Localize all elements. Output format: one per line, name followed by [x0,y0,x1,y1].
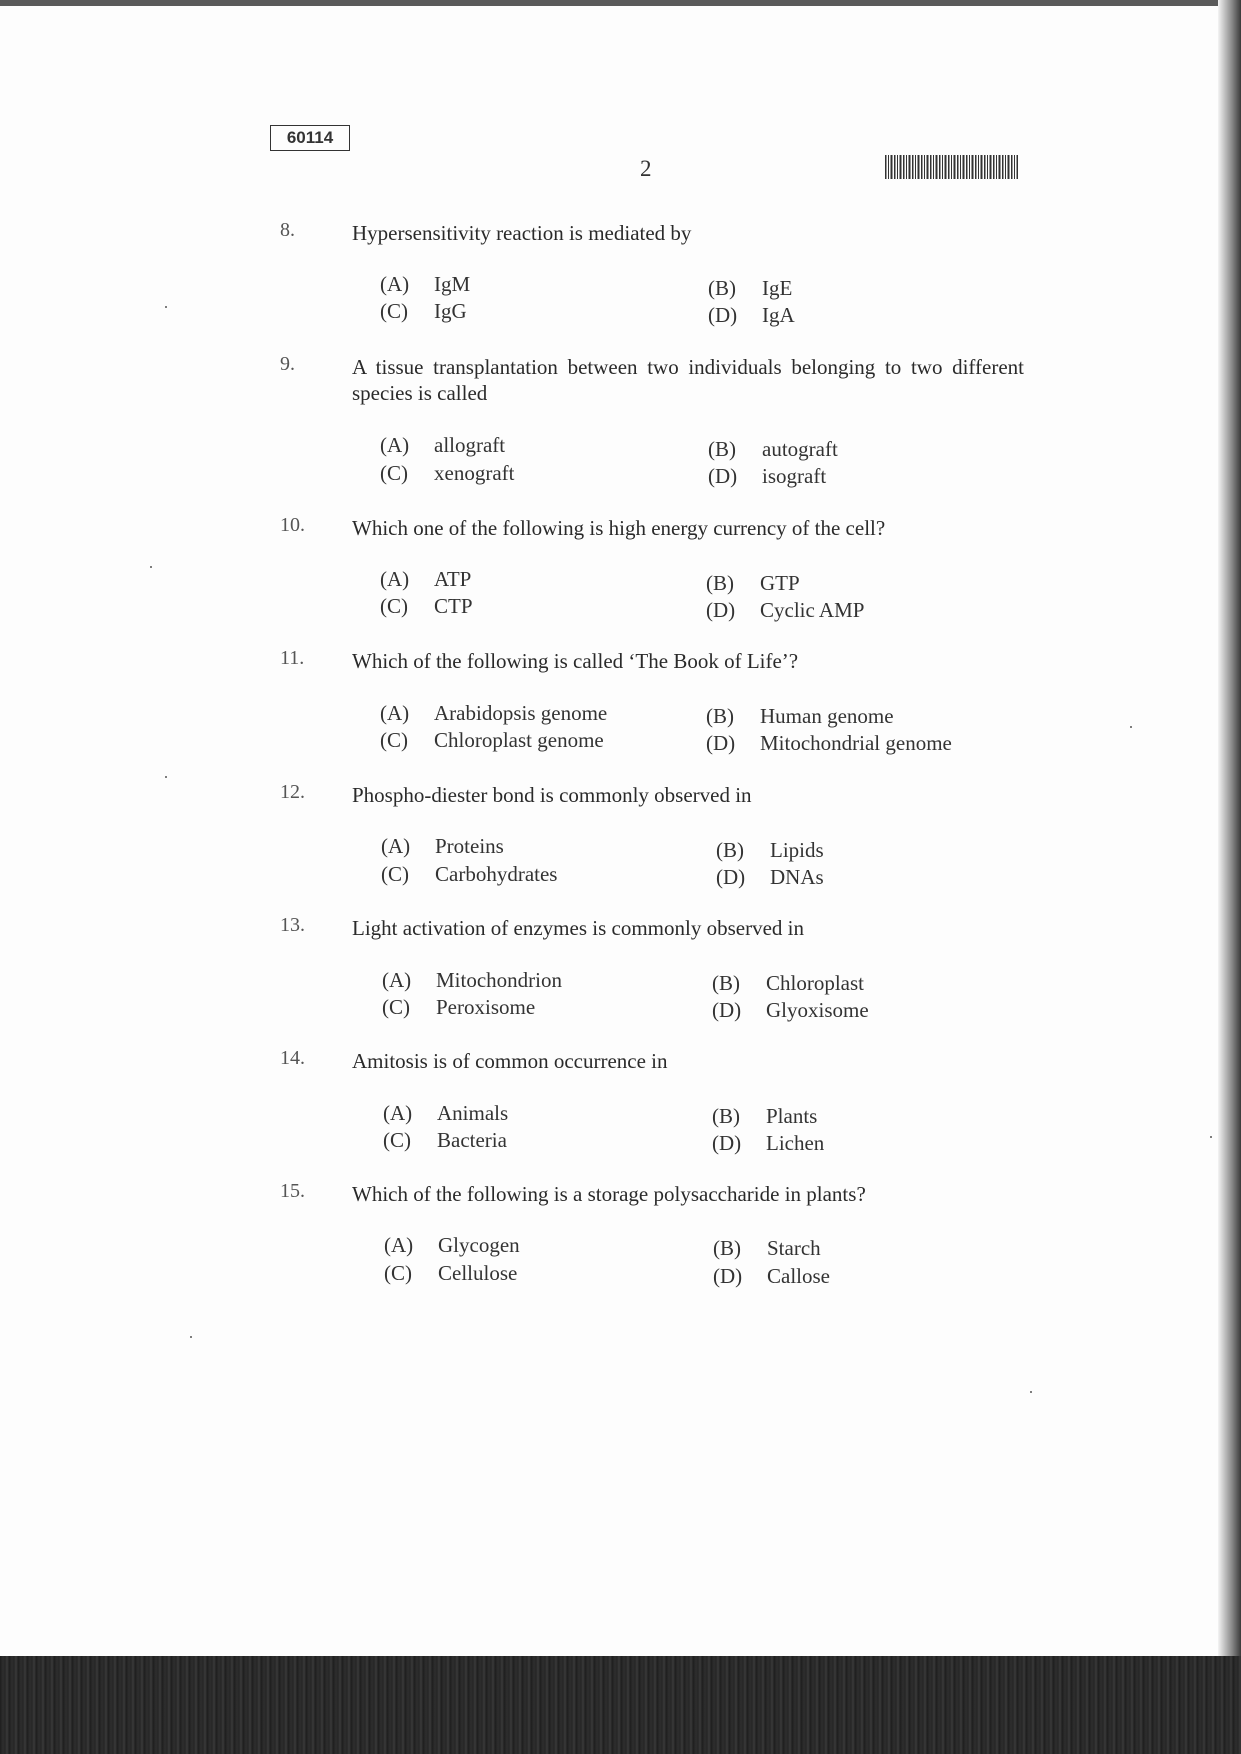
option-d[interactable]: (D) Lichen [712,1131,825,1155]
scan-speck [165,306,167,308]
option-d[interactable]: (D) isograft [708,464,827,488]
question-number: 12. [280,781,305,803]
page-number: 2 [640,156,652,181]
question-text: A tissue transplantation between two individuals belonging to two different species is called [352,355,1024,405]
question-text: Which of the following is called ‘The Book of Life’? [352,649,799,673]
question-text: Hypersensitivity reaction is mediated by [352,221,692,245]
option-d[interactable]: (D) DNAs [716,865,824,889]
option-a[interactable]: (A) Mitochondrion [382,968,562,992]
option-b[interactable]: (B) Plants [712,1104,818,1128]
option-a[interactable]: (A) Animals [383,1101,509,1125]
option-c[interactable]: (C) CTP [380,594,473,618]
question-text: Phospho-diester bond is commonly observed in [352,783,752,807]
option-b[interactable]: (B) Starch [713,1236,821,1260]
option-b[interactable]: (B) Lipids [716,838,824,862]
option-c[interactable]: (C) Cellulose [384,1261,518,1285]
question-text: Amitosis is of common occurrence in [352,1049,668,1073]
option-c[interactable]: (C) IgG [380,299,467,323]
option-a[interactable]: (A) Proteins [381,834,504,858]
scan-right-edge [1218,0,1241,1754]
question-text: Which one of the following is high energy currency of the cell? [352,516,886,540]
scan-speck [1030,1391,1032,1393]
option-d[interactable]: (D) Cyclic AMP [706,598,865,622]
option-a[interactable]: (A) ATP [380,567,472,591]
question-number: 14. [280,1047,305,1069]
option-d[interactable]: (D) IgA [708,303,795,327]
option-c[interactable]: (C) Chloroplast genome [380,728,604,752]
exam-page [0,6,1218,1656]
question-number: 8. [280,219,295,241]
scan-bottom-edge [0,1656,1241,1754]
option-a[interactable]: (A) allograft [380,433,506,457]
question-number: 10. [280,514,305,536]
scan-speck [1210,1136,1212,1138]
option-b[interactable]: (B) GTP [706,571,800,595]
option-b[interactable]: (B) Human genome [706,704,894,728]
question-number: 13. [280,914,305,936]
option-c[interactable]: (C) Carbohydrates [381,862,558,886]
scan-speck [165,776,167,778]
option-c[interactable]: (C) xenograft [380,461,515,485]
option-c[interactable]: (C) Bacteria [383,1128,507,1152]
option-b[interactable]: (B) autograft [708,437,838,461]
option-b[interactable]: (B) IgE [708,276,793,300]
option-a[interactable]: (A) Arabidopsis genome [380,701,608,725]
question-number: 9. [280,353,295,375]
option-d[interactable]: (D) Glyoxisome [712,998,869,1022]
question-number: 11. [280,647,305,669]
question-number: 15. [280,1180,305,1202]
scan-speck [190,1336,192,1338]
paper-code-box: 60114 [270,125,350,151]
scan-speck [1130,726,1132,728]
option-c[interactable]: (C) Peroxisome [382,995,536,1019]
option-a[interactable]: (A) IgM [380,272,471,296]
question-text: Which of the following is a storage polysaccharide in plants? [352,1182,866,1206]
scan-speck [150,566,152,568]
barcode [885,155,1018,179]
option-b[interactable]: (B) Chloroplast [712,971,864,995]
question-text: Light activation of enzymes is commonly observed in [352,916,804,940]
option-d[interactable]: (D) Mitochondrial genome [706,731,952,755]
option-a[interactable]: (A) Glycogen [384,1233,520,1257]
option-d[interactable]: (D) Callose [713,1264,830,1288]
